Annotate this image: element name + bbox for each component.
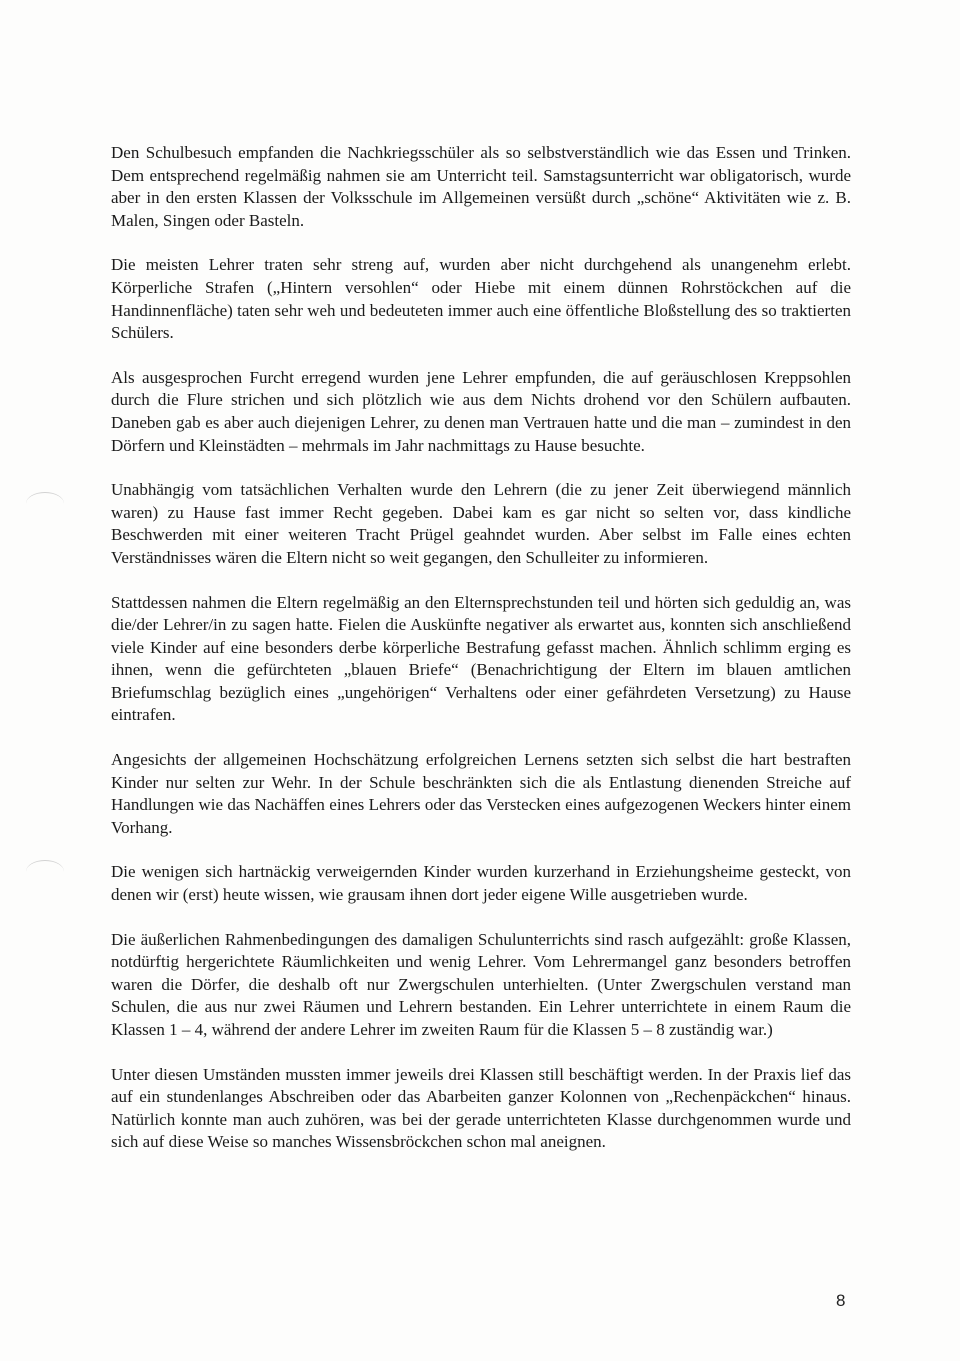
paragraph: Unabhängig vom tatsächlichen Verhalten wurde den Lehrern (die zu jener Zeit überwiegend männlich waren) zu Hause fast immer Recht gegeben. Dabei kam es gar nicht so selten vor, dass kindliche Beschwerden mit einer weiteren Tracht Prügel geahndet wurden. Aber selbst im Falle eines echten Verständnisses wären die Eltern nicht so weit gegangen, den Schulleiter zu informieren.: [111, 480, 851, 567]
paragraph: Angesichts der allgemeinen Hochschätzung erfolgreichen Lernens setzten sich selbst die hart bestraften Kinder nur selten zur Wehr. In der Schule beschränkten sich die als Entlastung dienenden Streiche auf Handlungen wie das Nachäffen eines Lehrers oder das Verstecken eines aufgezogenen Weckers hinter einem Vorhang.: [111, 750, 851, 837]
paragraph: Unter diesen Umständen mussten immer jeweils drei Klassen still beschäftigt werden. In der Praxis lief das auf ein stundenlanges Abschreiben oder das Abarbeiten ganzer Kolonnen von „Rechenpäckchen“ hinaus. Natürlich konnte man auch zuhören, was bei der gerade unterrichteten Klasse durchgenommen wurde und sich auf diese Weise so manches Wissensbröckchen schon mal aneignen.: [111, 1064, 851, 1152]
punch-hole-mark: [26, 860, 64, 883]
body-text: [111, 142, 851, 1176]
punch-hole-mark: [26, 492, 64, 515]
paragraph: Die äußerlichen Rahmenbedingungen des damaligen Schulunterrichts sind rasch aufgezählt: große Klassen, notdürftig hergerichtete Räumlichkeiten und wenig Lehrer. Vom Lehrermangel ganz besonders betroffen waren die Dörfer, die deshalb oft nur Zwergschulen unterhielten. (Unter Zwergschulen verstand man Schulen, die aus nur zwei Räumen und Lehrern bestanden. Ein Lehrer unterrichtete in einem Raum die Klassen 1 – 4, während der andere Lehrer im zweiten Raum für die Klassen 5 – 8 zuständig war.): [111, 929, 851, 1039]
paragraph: Die meisten Lehrer traten sehr streng auf, wurden aber nicht durchgehend als unangenehm erlebt. Körperliche Strafen („Hintern versohlen“ oder Hiebe mit einem dünnen Rohrstöckchen auf die Handinnenfläche) taten sehr weh und bedeuteten immer auch eine öffentliche Bloßstellung des so traktierten Schülers.: [111, 255, 851, 343]
paragraph: Stattdessen nahmen die Eltern regelmäßig an den Elternsprechstunden teil und hörten sich geduldig an, was die/der Lehrer/in zu sagen hatte. Fielen die Auskünfte negativer als erwartet aus, konnten sich anschließend viele Kinder auf eine besonders derbe körperliche Bestrafung gefasst machen. Ähnlich schlimm erging es ihnen, wenn die gefürchteten „blauen Briefe“ (Benachrichtigung der Eltern im blauen amtlichen Briefumschlag bezüglich eines „ungehörigen“ Verhaltens oder einer gefährdeten Versetzung) zu Hause eintrafen.: [111, 592, 851, 725]
paragraph: Den Schulbesuch empfanden die Nachkriegsschüler als so selbstverständlich wie das Essen und Trinken. Dem entsprechend regelmäßig nahmen sie am Unterricht teil. Samstagsunterricht war obligatorisch, wurde aber in den ersten Klassen der Volksschule im Allgemeinen versüßt durch „schöne“ Aktivitäten wie z. B. Malen, Singen oder Basteln.: [111, 143, 851, 230]
paragraph: Die wenigen sich hartnäckig verweigernden Kinder wurden kurzerhand in Erziehungsheime gesteckt, von denen wir (erst) heute wissen, wie grausam ihnen dort jeder eigene Wille ausgetrieben wurde.: [111, 862, 851, 905]
paragraph: Als ausgesprochen Furcht erregend wurden jene Lehrer empfunden, die auf geräuschlosen Kreppsohlen durch die Flure strichen und sich plötzlich wie aus dem Nichts drohend vor den Schülern aufbauten. Daneben gab es aber auch diejenigen Lehrer, zu denen man Vertrauen hatte und die man – zumindest in den Dörfern und Kleinstädten – mehrmals im Jahr nachmittags zu Hause besuchte.: [111, 367, 851, 455]
page-number: 8: [836, 1291, 846, 1310]
